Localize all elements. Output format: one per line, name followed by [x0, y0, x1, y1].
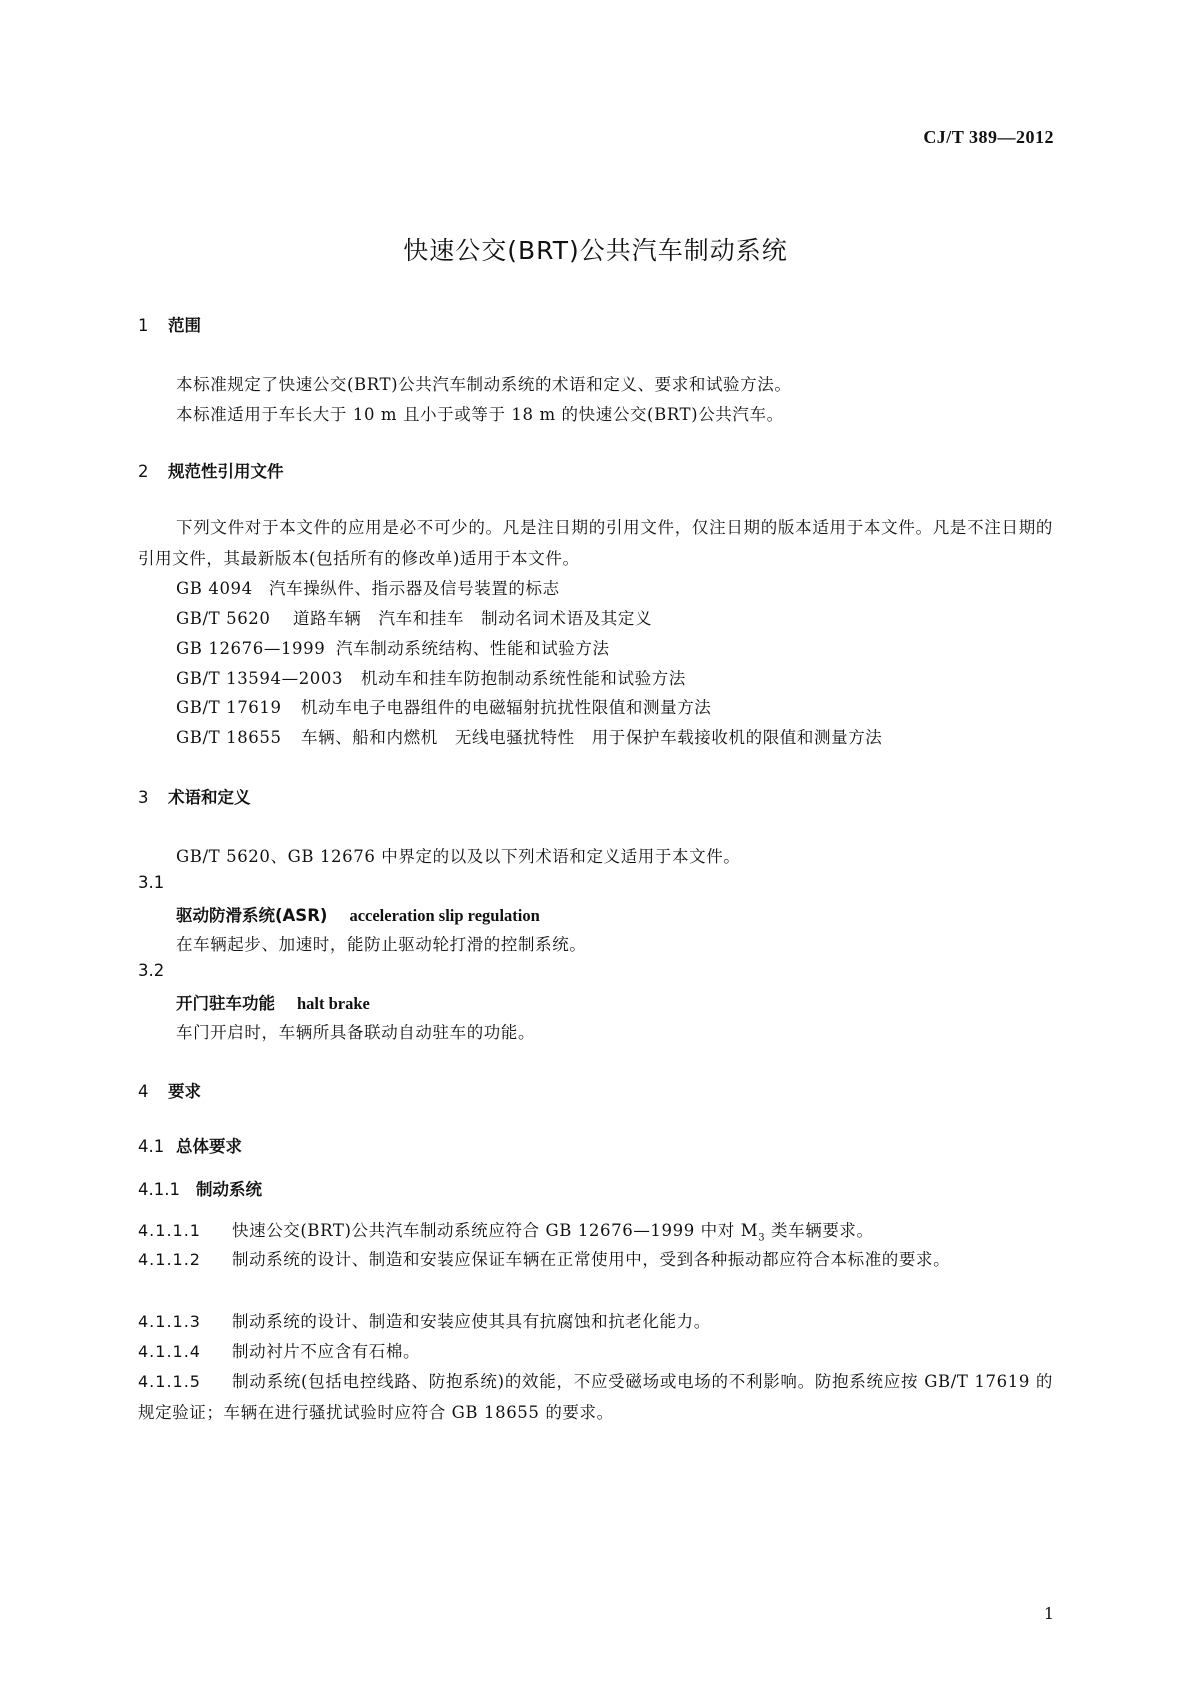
section-number: 1 [138, 316, 149, 335]
clause-number: 4.1.1.5 [138, 1372, 201, 1391]
clause-subscript: 3 [758, 1232, 766, 1244]
section-number: 3 [138, 788, 149, 807]
section-1-heading [138, 312, 201, 336]
term-chinese: 驱动防滑系统(ASR) [176, 906, 328, 925]
term-definition: 车门开启时，车辆所具备联动自动驻车的功能。 [176, 1023, 536, 1042]
reference-title: 机动车电子电器组件的电磁辐射抗扰性限值和测量方法 [301, 698, 712, 717]
term-english: halt brake [297, 994, 370, 1013]
clause-text: 类车辆要求。 [765, 1221, 874, 1240]
reference-item [176, 635, 610, 659]
section-number: 2 [138, 462, 149, 481]
clause-number: 4.1.1.3 [138, 1312, 201, 1331]
reference-item [176, 665, 686, 689]
subsection-number: 4.1.1 [138, 1180, 180, 1199]
clause-text: 制动衬片不应含有石棉。 [232, 1342, 421, 1361]
clause-text: 制动系统的设计、制造和安装应保证车辆在正常使用中，受到各种振动都应符合本标准的要求。 [232, 1250, 951, 1269]
reference-item [176, 724, 882, 748]
page-number: 1 [1043, 1604, 1054, 1623]
reference-title: 道路车辆 汽车和挂车 制动名词术语及其定义 [293, 609, 653, 628]
section-3-heading [138, 784, 251, 808]
reference-item [176, 575, 560, 599]
clause [138, 1366, 1053, 1428]
clause-number: 4.1.1.1 [138, 1221, 201, 1240]
clause [138, 1244, 1053, 1275]
section-title: 术语和定义 [168, 788, 251, 807]
document-title: 快速公交(BRT)公共汽车制动系统 [403, 236, 788, 265]
section-number: 4 [138, 1082, 149, 1101]
reference-title: 汽车制动系统结构、性能和试验方法 [336, 639, 610, 658]
reference-item [176, 694, 711, 718]
reference-code: GB/T 13594—2003 [176, 669, 344, 688]
subsection-number: 4.1 [138, 1137, 165, 1156]
subsection-title: 总体要求 [176, 1137, 242, 1156]
reference-title: 机动车和挂车防抱制动系统性能和试验方法 [361, 669, 686, 688]
reference-code: GB/T 5620 [176, 609, 271, 628]
clause-text: 快速公交(BRT)公共汽车制动系统应符合 GB 12676—1999 中对 M [232, 1221, 759, 1240]
reference-code: GB 4094 [176, 579, 253, 598]
clause-number: 4.1.1.2 [138, 1250, 201, 1269]
paragraph: 下列文件对于本文件的应用是必不可少的。凡是注日期的引用文件，仅注日期的版本适用于本文件。凡是不注日期的引用文件，其最新版本(包括所有的修改单)适用于本文件。 [138, 518, 1053, 568]
term-english: acceleration slip regulation [349, 906, 540, 925]
term-chinese: 开门驻车功能 [176, 994, 275, 1013]
subsection-4-1-1-heading [138, 1176, 262, 1200]
section-title: 范围 [168, 316, 201, 335]
reference-code: GB/T 18655 [176, 728, 282, 747]
clause [138, 1336, 1053, 1367]
clause [138, 1306, 1053, 1337]
term-number: 3.1 [138, 873, 165, 892]
term-heading [176, 990, 370, 1014]
reference-title: 车辆、船和内燃机 无线电骚扰特性 用于保护车载接收机的限值和测量方法 [301, 728, 883, 747]
reference-code: GB/T 17619 [176, 698, 282, 717]
paragraph: 本标准规定了快速公交(BRT)公共汽车制动系统的术语和定义、要求和试验方法。 [176, 375, 792, 394]
standard-code: CJ/T 389—2012 [923, 127, 1054, 147]
subsection-title: 制动系统 [196, 1180, 262, 1199]
term-definition: 在车辆起步、加速时，能防止驱动轮打滑的控制系统。 [176, 935, 587, 954]
paragraph: 本标准适用于车长大于 10 m 且小于或等于 18 m 的快速公交(BRT)公共汽车。 [176, 405, 784, 424]
clause-text: 制动系统的设计、制造和安装应使其具有抗腐蚀和抗老化能力。 [232, 1312, 711, 1331]
section-title: 规范性引用文件 [168, 462, 284, 481]
clause-text: 制动系统(包括电控线路、防抱系统)的效能，不应受磁场或电场的不利影响。防抱系统应按 GB/T 17619 的规定验证；车辆在进行骚扰试验时应符合 GB 18655 的要求。 [138, 1372, 1053, 1422]
reference-item [176, 605, 652, 629]
section-2-heading [138, 458, 284, 482]
clause-number: 4.1.1.4 [138, 1342, 201, 1361]
reference-title: 汽车操纵件、指示器及信号装置的标志 [269, 579, 560, 598]
paragraph: GB/T 5620、GB 12676 中界定的以及以下列术语和定义适用于本文件。 [176, 847, 741, 866]
section-4-heading [138, 1078, 201, 1102]
reference-code: GB 12676—1999 [176, 639, 326, 658]
term-heading [176, 902, 540, 926]
term-number: 3.2 [138, 961, 165, 980]
section-title: 要求 [168, 1082, 201, 1101]
subsection-4-1-heading [138, 1133, 242, 1157]
